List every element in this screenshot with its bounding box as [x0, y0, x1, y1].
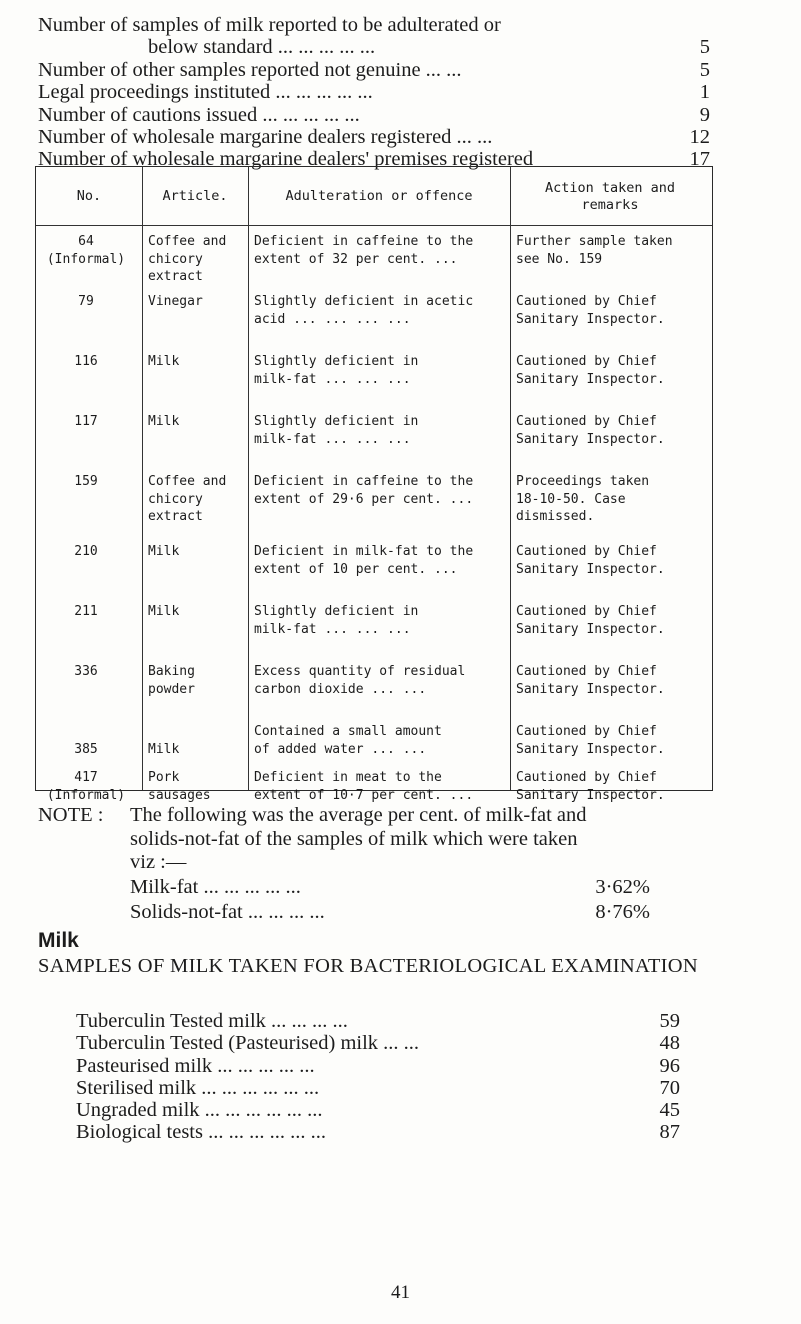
cell-offence: Slightly deficient in acetic acid ... ... ... ... — [254, 294, 474, 327]
cell-offence: Slightly deficient in milk-fat ... ... ... — [254, 604, 419, 637]
cell-action: Cautioned by Chief Sanitary Inspector. — [516, 544, 665, 577]
page-number: 41 — [391, 1282, 410, 1303]
table-row — [36, 293, 712, 353]
list-item — [76, 1032, 680, 1054]
cell-article: Baking powder — [148, 664, 195, 697]
header-article: Article. — [162, 188, 228, 205]
item-label: Sterilised milk ... ... ... ... ... ... — [76, 1076, 320, 1099]
cell-action: Cautioned by Chief Sanitary Inspector. — [516, 724, 665, 757]
cell-offence: Deficient in caffeine to the extent of 32 per cent. ... — [254, 234, 474, 267]
summary-label: Legal proceedings instituted ... ... ... ... ... — [38, 81, 373, 104]
cell-action: Cautioned by Chief Sanitary Inspector. — [516, 664, 665, 697]
summary-value: 17 — [689, 148, 710, 171]
cell-no: 79 — [78, 294, 94, 309]
table-row — [36, 233, 712, 293]
table-row — [36, 473, 712, 533]
summary-row — [38, 36, 710, 58]
cell-offence: Contained a small amount of added water ... ... — [254, 724, 442, 757]
adulteration-table — [35, 166, 713, 803]
table-row — [36, 603, 712, 663]
cell-no: 336 — [74, 664, 98, 679]
table-row — [36, 353, 712, 413]
cell-no: 117 — [74, 414, 98, 429]
note-paragraph — [38, 804, 718, 875]
header-divider — [36, 225, 712, 226]
cell-no: 417 (Informal) — [46, 770, 126, 803]
bacteriological-list — [76, 1010, 680, 1144]
note-line: solids-not-fat of the samples of milk which were taken — [130, 827, 578, 850]
bacteriological-title: SAMPLES OF MILK TAKEN FOR BACTERIOLOGICAL EXAMINATION — [38, 955, 699, 977]
summary-value: 5 — [699, 58, 710, 81]
cell-action: Cautioned by Chief Sanitary Inspector. — [516, 414, 665, 447]
cell-action: Proceedings taken 18-10-50. Case dismissed. — [516, 474, 650, 524]
summary-row — [38, 59, 710, 81]
cell-no: 64 (Informal) — [46, 234, 126, 267]
average-row — [130, 901, 650, 924]
cell-action: Further sample taken see No. 159 — [516, 234, 673, 267]
cell-article: Milk — [148, 741, 180, 757]
cell-article: Milk — [148, 354, 180, 369]
summary-label: Number of samples of milk reported to be adulterated or — [38, 14, 501, 36]
cell-article: Coffee and chicory extract — [148, 234, 227, 284]
average-value: 8·76% — [595, 901, 650, 923]
average-label: Solids-not-fat ... ... ... ... — [130, 901, 325, 923]
table-row — [36, 663, 712, 723]
item-label: Tuberculin Tested milk ... ... ... ... — [76, 1010, 348, 1032]
list-item — [76, 1010, 680, 1032]
cell-action: Cautioned by Chief Sanitary Inspector. — [516, 604, 665, 637]
cell-no: 211 — [74, 604, 98, 619]
summary-list — [38, 14, 710, 171]
cell-no: 385 — [74, 741, 98, 757]
summary-label: Number of cautions issued ... ... ... ... ... — [38, 103, 360, 126]
cell-offence: Excess quantity of residual carbon dioxide ... ... — [254, 664, 466, 697]
header-no: No. — [76, 188, 102, 205]
summary-row — [38, 126, 710, 148]
note-line: viz :— — [130, 851, 187, 873]
average-value: 3·62% — [595, 876, 650, 898]
cell-article: Milk — [148, 414, 180, 429]
item-label: Biological tests ... ... ... ... ... ... — [76, 1121, 326, 1144]
milk-heading: Milk — [38, 929, 79, 952]
item-value: 59 — [659, 1010, 680, 1032]
average-label: Milk-fat ... ... ... ... ... — [130, 876, 301, 898]
summary-value — [680, 14, 710, 36]
cell-offence: Deficient in meat to the extent of 10·7 per cent. ... — [254, 770, 474, 803]
summary-value: 5 — [699, 36, 710, 59]
summary-row — [38, 14, 710, 36]
cell-article: Milk — [148, 604, 180, 619]
cell-no: 116 — [74, 354, 98, 369]
cell-article: Vinegar — [148, 294, 203, 309]
item-value: 96 — [659, 1054, 680, 1077]
item-value: 87 — [659, 1121, 680, 1144]
cell-action: Cautioned by Chief Sanitary Inspector. — [516, 294, 665, 327]
header-action: Action taken and remarks — [544, 179, 676, 213]
header-offence: Adulteration or offence — [285, 188, 473, 205]
note-lead: NOTE : — [38, 804, 104, 826]
cell-offence: Deficient in milk-fat to the extent of 10 per cent. ... — [254, 544, 474, 577]
summary-value: 12 — [689, 126, 710, 149]
cell-action: Cautioned by Chief Sanitary Inspector. — [516, 770, 665, 803]
note-line: The following was the average per cent. of milk-fat and — [130, 804, 587, 826]
cell-action: Cautioned by Chief Sanitary Inspector. — [516, 354, 665, 387]
summary-label: Number of wholesale margarine dealers registered ... ... — [38, 126, 493, 149]
list-item — [76, 1055, 680, 1077]
table-row — [36, 543, 712, 603]
list-item — [76, 1099, 680, 1121]
table-row — [36, 413, 712, 473]
summary-value: 1 — [699, 81, 710, 104]
average-row — [130, 876, 650, 899]
summary-label: Number of other samples reported not genuine ... ... — [38, 58, 462, 81]
item-value: 45 — [659, 1099, 680, 1122]
item-label: Ungraded milk ... ... ... ... ... ... — [76, 1099, 323, 1122]
cell-article: Milk — [148, 544, 180, 559]
cell-article: Pork sausages — [148, 770, 211, 803]
summary-row — [38, 104, 710, 126]
item-label: Tuberculin Tested (Pasteurised) milk ... ... — [76, 1032, 420, 1055]
summary-value: 9 — [699, 103, 710, 126]
item-value: 70 — [659, 1076, 680, 1099]
cell-no: 210 — [74, 544, 98, 559]
cell-offence: Slightly deficient in milk-fat ... ... ... — [254, 354, 419, 387]
summary-row — [38, 81, 710, 103]
item-value: 48 — [659, 1032, 680, 1055]
cell-article: Coffee and chicory extract — [148, 474, 227, 524]
cell-offence: Slightly deficient in milk-fat ... ... ... — [254, 414, 419, 447]
list-item — [76, 1121, 680, 1143]
summary-label: below standard ... ... ... ... ... — [148, 36, 376, 59]
cell-offence: Deficient in caffeine to the extent of 29·6 per cent. ... — [254, 474, 474, 507]
list-item — [76, 1077, 680, 1099]
cell-no: 159 — [74, 474, 98, 489]
item-label: Pasteurised milk ... ... ... ... ... — [76, 1054, 315, 1077]
summary-label: Number of wholesale margarine dealers' premises registered — [38, 148, 534, 171]
